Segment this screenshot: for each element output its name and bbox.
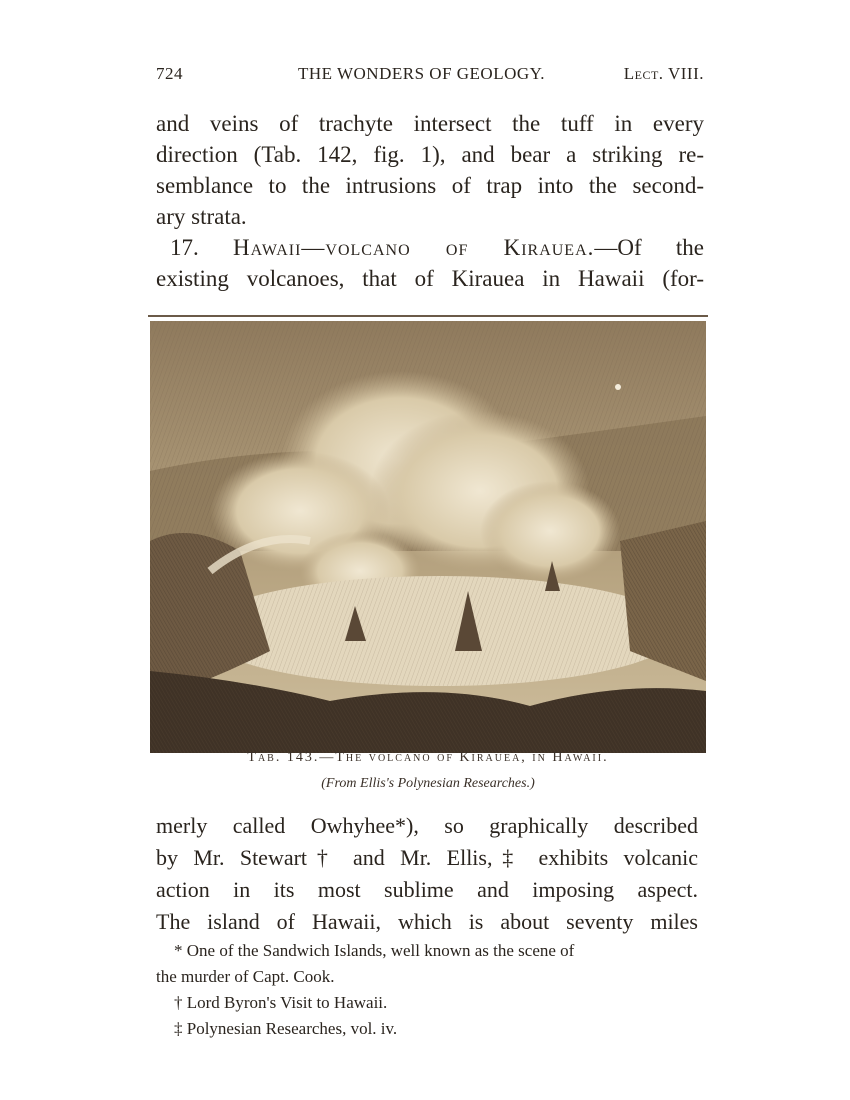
- text-line: The island of Hawaii, which is about seventy miles: [156, 909, 698, 934]
- text-line: action in its most sublime and imposing aspect.: [156, 877, 698, 902]
- figure-caption: Tab. 143.—The volcano of Kirauea, in Hawaii.: [247, 750, 609, 765]
- page-number: 724: [156, 64, 183, 83]
- text-line: merly called Owhyhee*), so graphically described: [156, 813, 698, 838]
- section-number: 17.: [170, 235, 199, 260]
- page-header: [156, 64, 704, 88]
- text-line: ary strata.: [156, 204, 247, 229]
- footnote-2: † Lord Byron's Visit to Hawaii.: [174, 993, 388, 1012]
- footnote-1-cont: the murder of Capt. Cook.: [156, 967, 335, 986]
- section-heading-line: [156, 232, 704, 263]
- section-heading-continuation: —Of the: [594, 235, 705, 260]
- running-title: THE WONDERS OF GEOLOGY.: [298, 64, 545, 83]
- section-heading: Hawaii—volcano of Kirauea.: [233, 235, 595, 260]
- footnotes: [156, 938, 698, 1042]
- footnote-3: ‡ Polynesian Researches, vol. iv.: [174, 1019, 398, 1038]
- text-line: semblance to the intrusions of trap into the second-: [156, 173, 704, 198]
- figure-top-rule: [148, 315, 708, 317]
- paragraph-top: [156, 108, 704, 294]
- volcano-engraving: [150, 321, 706, 753]
- text-line: and veins of trachyte intersect the tuff in every: [156, 111, 704, 136]
- paragraph-bottom: [156, 810, 698, 938]
- text-line: by Mr. Stewart† and Mr. Ellis,‡ exhibits volcanic: [156, 845, 698, 870]
- text-line: direction (Tab. 142, fig. 1), and bear a striking re-: [156, 142, 704, 167]
- lecture-label: Lect. VIII.: [623, 64, 704, 83]
- text-line: existing volcanoes, that of Kirauea in Hawaii (for-: [156, 266, 704, 291]
- figure-source: (From Ellis's Polynesian Researches.): [321, 776, 535, 791]
- footnote-1: * One of the Sandwich Islands, well known as the scene of: [174, 941, 575, 960]
